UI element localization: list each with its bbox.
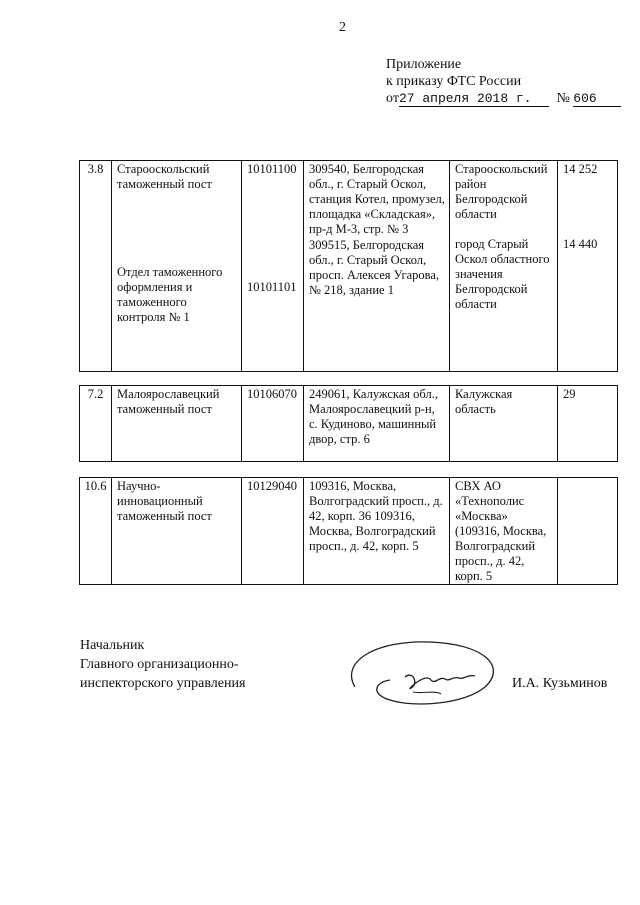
post-code: 10101100 <box>247 162 297 176</box>
signatory-title-line2: Главного организационно- <box>80 657 239 672</box>
order-reference: к приказу ФТС России <box>386 74 522 89</box>
page-number: 2 <box>339 20 346 35</box>
row-number: 10.6 <box>80 478 112 585</box>
signatory-title <box>80 636 245 693</box>
value-b: 14 440 <box>563 237 598 251</box>
post-name-cell <box>112 161 242 372</box>
value: 29 <box>558 386 618 462</box>
signatory-name: И.А. Кузьминов <box>512 676 608 691</box>
address-cell <box>304 161 450 372</box>
post-code-cell <box>242 161 304 372</box>
order-date-line <box>386 90 621 107</box>
value-cell <box>558 161 618 372</box>
department-address: 309515, Белгородская обл., г. Старый Оскол, просп. Алексея Угарова, № 218, здание 1 <box>309 238 440 297</box>
table-row <box>80 386 618 462</box>
value-a: 14 252 <box>563 162 598 176</box>
table-row <box>80 161 618 372</box>
signatory-title-line3: инспекторского управления <box>80 676 246 691</box>
post-name: Малоярославецкий таможенный пост <box>112 386 242 462</box>
region-a: Старооскольский район Белгородской области <box>455 162 548 221</box>
signatory-title-line1: Начальник <box>80 638 145 653</box>
order-number: 606 <box>573 92 621 107</box>
row-number: 7.2 <box>80 386 112 462</box>
post-name: Научно-инновационный таможенный пост <box>112 478 242 585</box>
region: СВХ АО «Технополис «Москва» (109316, Москва, Волгоградский просп., д. 42, корп. 5 <box>450 478 558 585</box>
region-cell <box>450 161 558 372</box>
appendix-title: Приложение <box>386 57 462 72</box>
appendix-header <box>386 56 621 107</box>
address: 249061, Калужская обл., Малоярославецкий р-н, с. Кудиново, машинный двор, стр. 6 <box>304 386 450 462</box>
region-b: город Старый Оскол областного значения Белгородской области <box>455 237 550 311</box>
department-code: 10101101 <box>247 280 297 294</box>
department-name: Отдел таможенного оформления и таможенного контроля № 1 <box>117 265 223 324</box>
table-section-7-2 <box>79 385 618 462</box>
table-row <box>80 478 618 585</box>
handwritten-signature <box>335 632 510 712</box>
post-address: 309540, Белгородская обл., г. Старый Оскол, станция Котел, промузел, площадка «Складская», пр-д М-3, стр. № 3 <box>309 162 445 236</box>
region: Калужская область <box>450 386 558 462</box>
table-section-10-6 <box>79 477 618 585</box>
post-name: Старооскольский таможенный пост <box>117 162 212 191</box>
from-label: от <box>386 91 399 106</box>
row-number: 3.8 <box>80 161 112 372</box>
address: 109316, Москва, Волгоградский просп., д. 42, корп. 36 109316, Москва, Волгоградский просп., д. 42, корп. 5 <box>304 478 450 585</box>
number-label: № <box>556 91 570 106</box>
post-code: 10129040 <box>242 478 304 585</box>
order-date: 27 апреля 2018 г. <box>399 92 549 107</box>
value <box>558 478 618 585</box>
post-code: 10106070 <box>242 386 304 462</box>
table-section-3-8 <box>79 160 618 372</box>
